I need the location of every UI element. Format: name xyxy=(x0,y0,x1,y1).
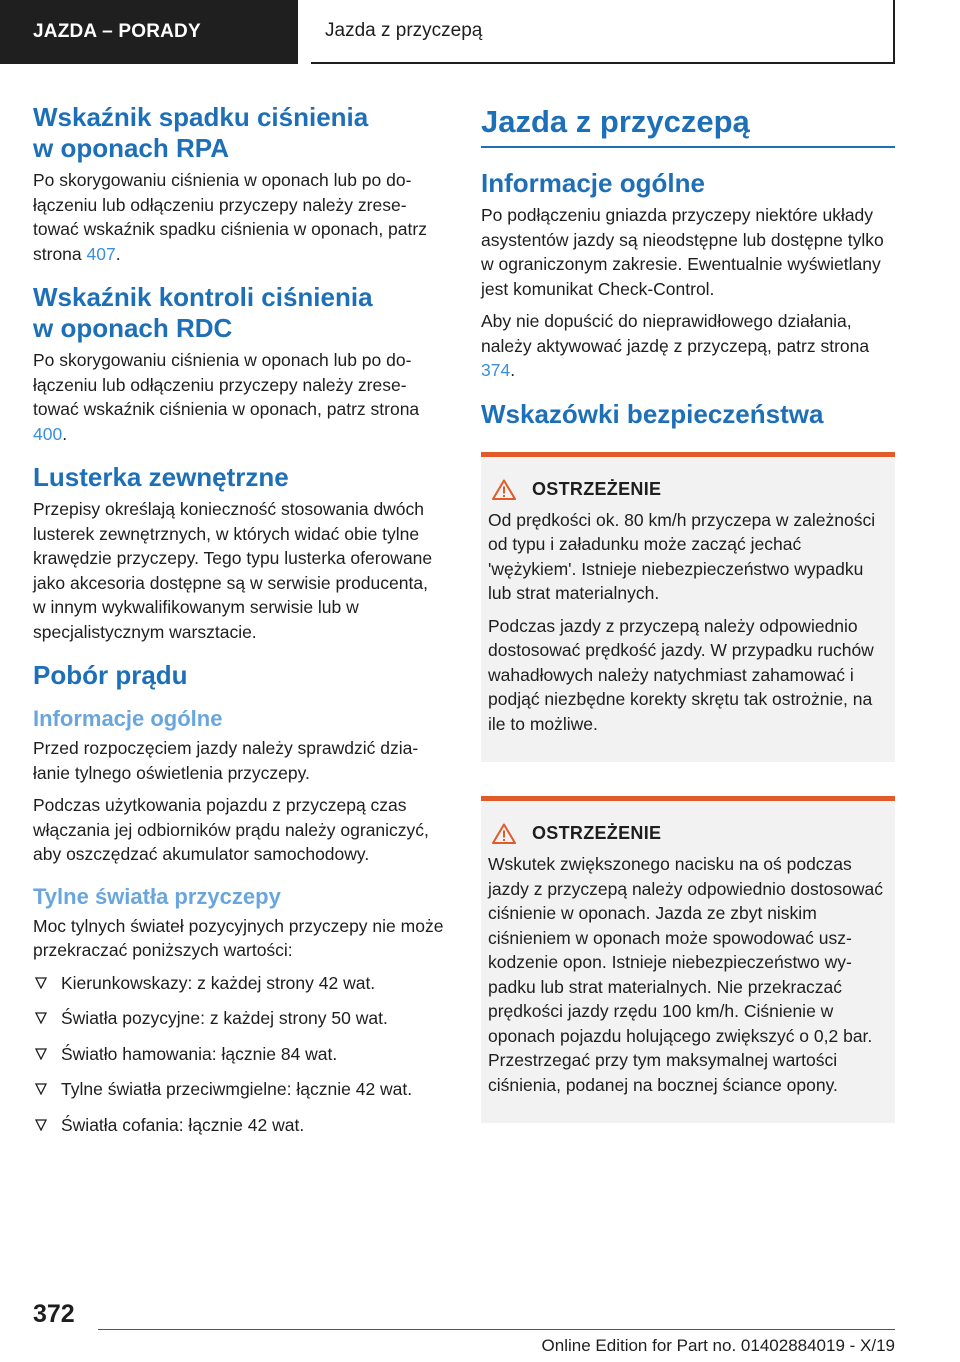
general-section xyxy=(481,168,895,383)
footer-edition: Online Edition for Part no. 01402884019 - X/19 xyxy=(541,1336,895,1355)
triangle-bullet-icon xyxy=(35,1083,47,1095)
rpa-section xyxy=(33,102,445,266)
warning-header xyxy=(488,479,887,500)
rdc-section xyxy=(33,282,445,446)
power-paragraph-1: Przed rozpoczęciem jazdy należy sprawdzić działanie tylnego oświetlenia przyczepy. xyxy=(33,738,419,783)
warning-label: OSTRZEŻENIE xyxy=(532,823,662,843)
rdc-heading-line2: w oponach RDC xyxy=(33,313,233,343)
rpa-heading xyxy=(33,102,445,164)
chapter-title: Jazda z przyczepą xyxy=(481,104,750,139)
warning-header xyxy=(488,823,887,844)
safety-heading: Wskazówki bezpieczeństwa xyxy=(481,398,824,429)
triangle-bullet-icon xyxy=(35,1012,47,1024)
page-number: 372 xyxy=(33,1300,75,1328)
rpa-heading-line2: w oponach RPA xyxy=(33,133,229,163)
rpa-heading-line1: Wskaźnik spadku ciśnienia xyxy=(33,102,369,132)
page-link-407[interactable]: 407 xyxy=(86,243,116,264)
mirrors-section xyxy=(33,462,445,644)
general-paragraph-2: Aby nie dopuścić do nieprawidłowego działania, należy aktywować jazdę z przyczepą, patrz strona 374. xyxy=(481,311,870,380)
trailer-lights-paragraph: Moc tylnych świateł pozycyjnych przyczepy nie może przekraczać poniższych wartości: xyxy=(33,915,444,960)
mirrors-paragraph: Przepisy określają konieczność stosowania dwóch lusterek zewnętrznych, w których widać obie tylne krawędzie przyczepy. Tego typu lusterka oferowane jako akcesoria dostępne są w serwisie producenta, w innym wykwalifikowanym serwisie lub w specjalistycznym warsztacie. xyxy=(33,499,433,642)
list-item: Kierunkowskazy: z każdej strony 42 wat. xyxy=(33,971,445,996)
warning-triangle-icon xyxy=(492,823,516,844)
topic-tab: Jazda z przyczepą xyxy=(311,0,895,64)
right-column xyxy=(481,102,895,1157)
trailer-lights-heading: Tylne światła przyczepy xyxy=(33,883,281,909)
triangle-bullet-icon xyxy=(35,1048,47,1060)
power-heading: Pobór prądu xyxy=(33,660,188,690)
triangle-bullet-icon xyxy=(35,1119,47,1131)
list-item: Światła cofania: łącznie 42 wat. xyxy=(33,1113,445,1138)
warning-label: OSTRZEŻENIE xyxy=(532,478,662,499)
page-header xyxy=(0,0,960,66)
power-section xyxy=(33,660,445,1137)
power-paragraph-2: Podczas użytkowania pojazdu z przyczepą czas włączania jej odbiorników prądu należy ograniczyć, aby oszczędzać akumulator samochodowy. xyxy=(33,795,429,864)
footer-divider xyxy=(98,1329,895,1330)
page-link-400[interactable]: 400 xyxy=(33,423,63,444)
general-heading: Informacje ogólne xyxy=(481,168,705,198)
warning-paragraph: Od prędkości ok. 80 km/h przyczepa w zależności od typu i załadunku może zacząć jechać 'wężykiem'. Istnieje niebezpieczeństwo wypadku lub strat materialnych. xyxy=(488,509,876,603)
warning-paragraph: Podczas jazdy z przyczepą należy odpowiednio dostosować prędkość jazdy. W przypadku ruchów wahadłowych należy natychmiast zahamować i podjąć niezbędne korekty skrętu tak ostrożnie, na ile to możliwe. xyxy=(488,615,874,734)
list-item: Tylne światła przeciwmgielne: łącznie 42 wat. xyxy=(33,1077,445,1102)
rdc-paragraph: Po skorygowaniu ciśnienia w oponach lub po dołączeniu lub odłączeniu przyczepy należy zresetować wskaźnik ciśnienia w oponach, patrz strona 400. xyxy=(33,350,420,444)
mirrors-heading: Lusterka zewnętrzne xyxy=(33,462,289,492)
power-general-heading: Informacje ogólne xyxy=(33,706,223,731)
section-tab: JAZDA – PORADY xyxy=(0,0,298,64)
rpa-paragraph: Po skorygowaniu ciśnienia w oponach lub po dołączeniu lub odłączeniu przyczepy należy zresetować wskaźnik spadku ciśnienia w oponach, patrz strona 407. xyxy=(33,170,427,264)
warning-box xyxy=(481,452,895,763)
general-paragraph-1: Po podłączeniu gniazda przyczepy niektóre układy asystentów jazdy są nieodstępne lub dostępne tylko w ograniczonym zakresie. Ewentualnie wyświetlany jest komunikat Check-Control. xyxy=(481,205,884,299)
warning-triangle-icon xyxy=(492,479,516,500)
page-link-374[interactable]: 374 xyxy=(481,360,511,380)
triangle-bullet-icon xyxy=(35,977,47,989)
rdc-heading-line1: Wskaźnik kontroli ciśnienia xyxy=(33,282,373,312)
list-item: Światło hamowania: łącznie 84 wat. xyxy=(33,1042,445,1067)
warning-box xyxy=(481,796,895,1123)
list-item: Światła pozycyjne: z każdej strony 50 wat. xyxy=(33,1006,445,1031)
left-column xyxy=(33,102,445,1148)
trailer-lights-list xyxy=(33,971,445,1138)
rdc-heading xyxy=(33,282,445,344)
title-divider xyxy=(481,146,895,148)
safety-section xyxy=(481,399,895,1124)
warning-paragraph: Wskutek zwiększonego nacisku na oś podczas jazdy z przyczepą należy odpowiednio dostosować ciśnienie w oponach. Jazda ze zbyt niskim ciśnieniem w oponach może spowodować uszkodzenie opon. Istnieje niebezpieczeństwo wypadku lub strat materialnych. Nie przekraczać prędkości jazdy rzędu 100 km/h. Ciśnienie w oponach pojazdu holującego zwiększyć o 0,2 bar. Przestrzegać przy tym maksymalnej wartości ciśnienia, podanej na bocznej ściance opony. xyxy=(488,854,883,1095)
